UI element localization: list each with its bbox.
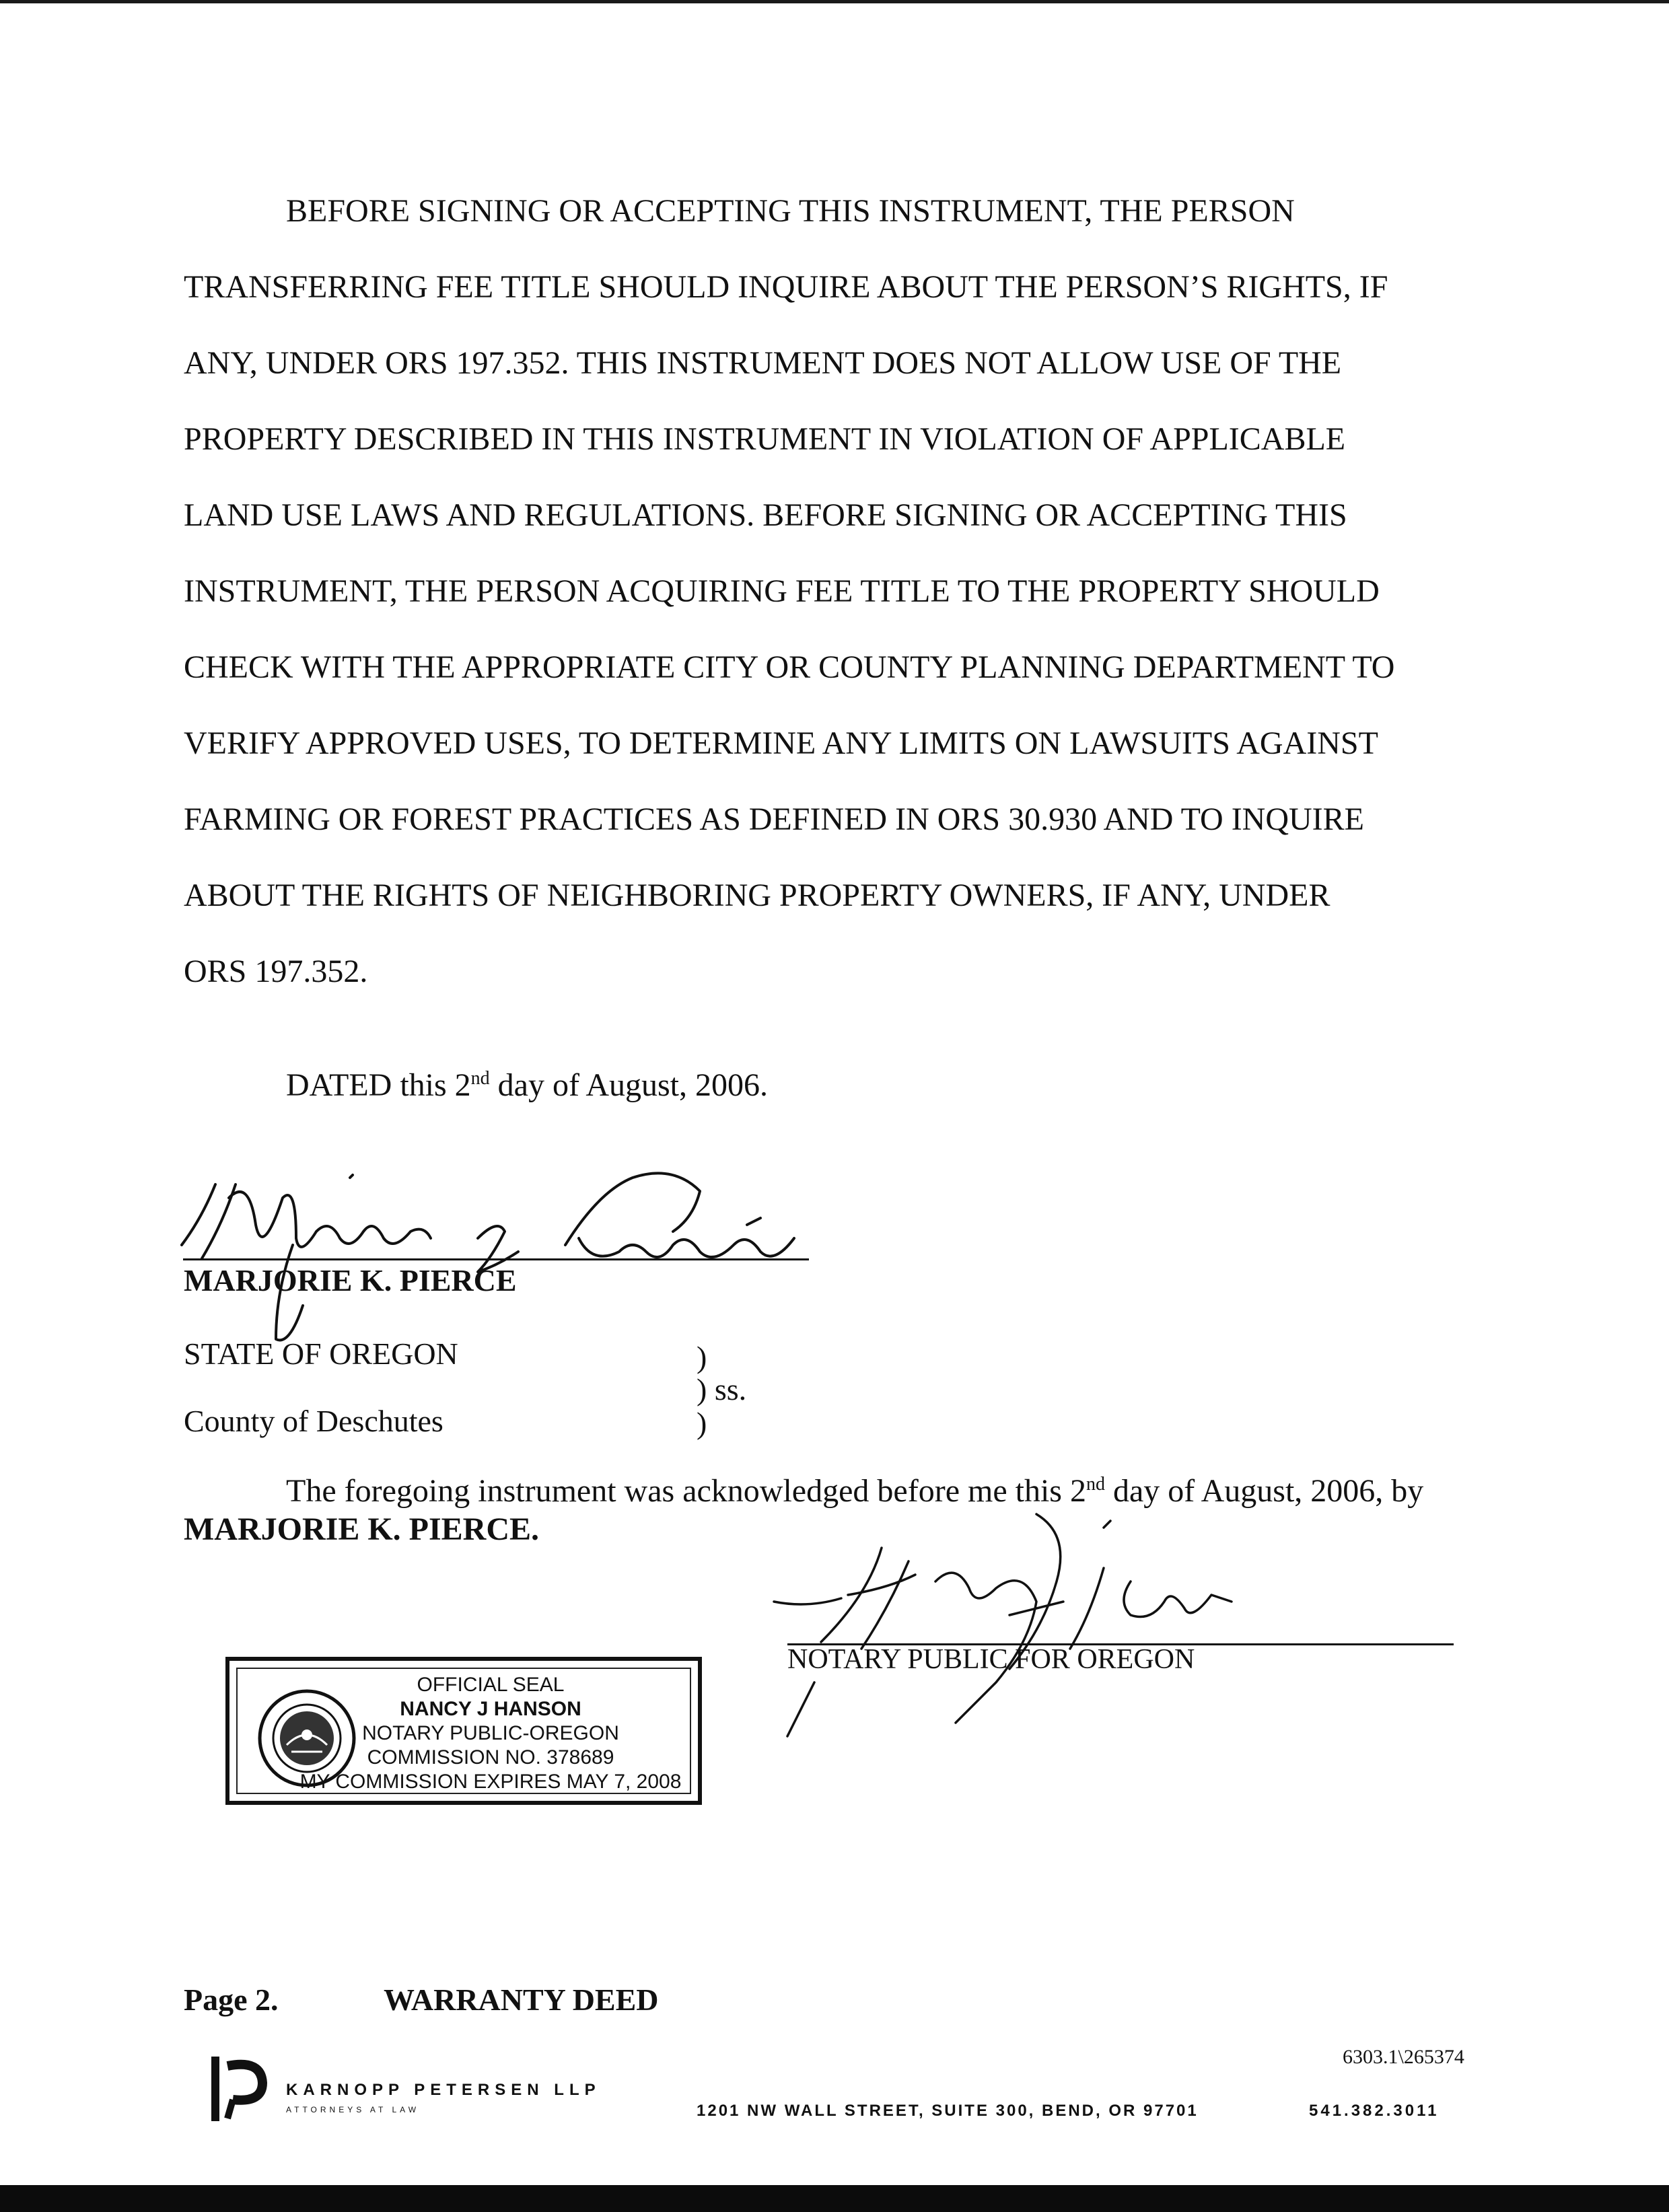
firm-subtitle: ATTORNEYS AT LAW	[286, 2105, 420, 2114]
paragraph-line: BEFORE SIGNING OR ACCEPTING THIS INSTRUMENT, THE PERSON	[286, 193, 1295, 229]
firm-phone: 541.382.3011	[1309, 2102, 1440, 2120]
top-scan-edge	[0, 0, 1669, 3]
signer-name: MARJORIE K. PIERCE	[184, 1263, 517, 1297]
dated-suffix: day of August, 2006.	[489, 1067, 768, 1103]
venue-state: STATE OF OREGON	[184, 1336, 458, 1371]
paragraph-line: FARMING OR FOREST PRACTICES AS DEFINED IN ORS 30.930 AND TO INQUIRE	[184, 801, 1364, 837]
venue-ss: ) ss.	[697, 1372, 747, 1406]
seal-notary-name: NANCY J HANSON	[400, 1698, 581, 1720]
firm-address: 1201 NW WALL STREET, SUITE 300, BEND, OR 97701	[697, 2102, 1199, 2120]
firm-name: KARNOPP PETERSEN LLP	[286, 2081, 601, 2099]
venue-bracket: )	[697, 1340, 707, 1374]
seal-title: OFFICIAL SEAL	[417, 1674, 565, 1696]
seal-jurisdiction: NOTARY PUBLIC-OREGON	[362, 1722, 619, 1744]
acknowledged-party: MARJORIE K. PIERCE.	[184, 1511, 540, 1547]
firm-logo-icon	[207, 2053, 275, 2127]
notary-seal-stamp	[225, 1657, 702, 1805]
ack-suffix: day of August, 2006, by	[1104, 1473, 1424, 1509]
page-number: Page 2.	[184, 1983, 279, 2017]
dated-ordinal: nd	[470, 1068, 490, 1089]
bottom-scan-edge	[0, 2185, 1669, 2212]
dated-line	[286, 1067, 768, 1104]
dated-prefix: DATED this 2	[286, 1067, 471, 1103]
notary-signature	[754, 1507, 1306, 1763]
paragraph-line: ORS 197.352.	[184, 954, 368, 989]
paragraph-line: LAND USE LAWS AND REGULATIONS. BEFORE SIGNING OR ACCEPTING THIS	[184, 497, 1347, 533]
ack-ordinal: nd	[1086, 1474, 1105, 1495]
signature-line	[183, 1258, 809, 1260]
ack-prefix: The foregoing instrument was acknowledged before me this 2	[286, 1473, 1086, 1509]
seal-commission-number: COMMISSION NO. 378689	[367, 1746, 614, 1769]
paragraph-line: TRANSFERRING FEE TITLE SHOULD INQUIRE ABOUT THE PERSON’S RIGHTS, IF	[184, 269, 1388, 305]
paragraph-line: VERIFY APPROVED USES, TO DETERMINE ANY LIMITS ON LAWSUITS AGAINST	[184, 725, 1378, 761]
venue-county: County of Deschutes	[184, 1404, 443, 1438]
paragraph-line: CHECK WITH THE APPROPRIATE CITY OR COUNTY PLANNING DEPARTMENT TO	[184, 649, 1395, 685]
paragraph-line: PROPERTY DESCRIBED IN THIS INSTRUMENT IN VIOLATION OF APPLICABLE	[184, 421, 1346, 457]
notary-caption: NOTARY PUBLIC FOR OREGON	[787, 1644, 1195, 1675]
document-type: WARRANTY DEED	[384, 1983, 659, 2017]
paragraph-line: ABOUT THE RIGHTS OF NEIGHBORING PROPERTY OWNERS, IF ANY, UNDER	[184, 878, 1330, 913]
grantor-signature	[162, 1144, 821, 1346]
paragraph-line: ANY, UNDER ORS 197.352. THIS INSTRUMENT DOES NOT ALLOW USE OF THE	[184, 345, 1342, 381]
seal-text-block	[283, 1673, 698, 1794]
acknowledgment-text	[286, 1472, 1423, 1509]
seal-expiration: MY COMMISSION EXPIRES MAY 7, 2008	[299, 1771, 682, 1793]
document-number: 6303.1\265374	[1343, 2046, 1464, 2068]
venue-bracket: )	[697, 1406, 707, 1440]
paragraph-line: INSTRUMENT, THE PERSON ACQUIRING FEE TITLE TO THE PROPERTY SHOULD	[184, 573, 1380, 609]
